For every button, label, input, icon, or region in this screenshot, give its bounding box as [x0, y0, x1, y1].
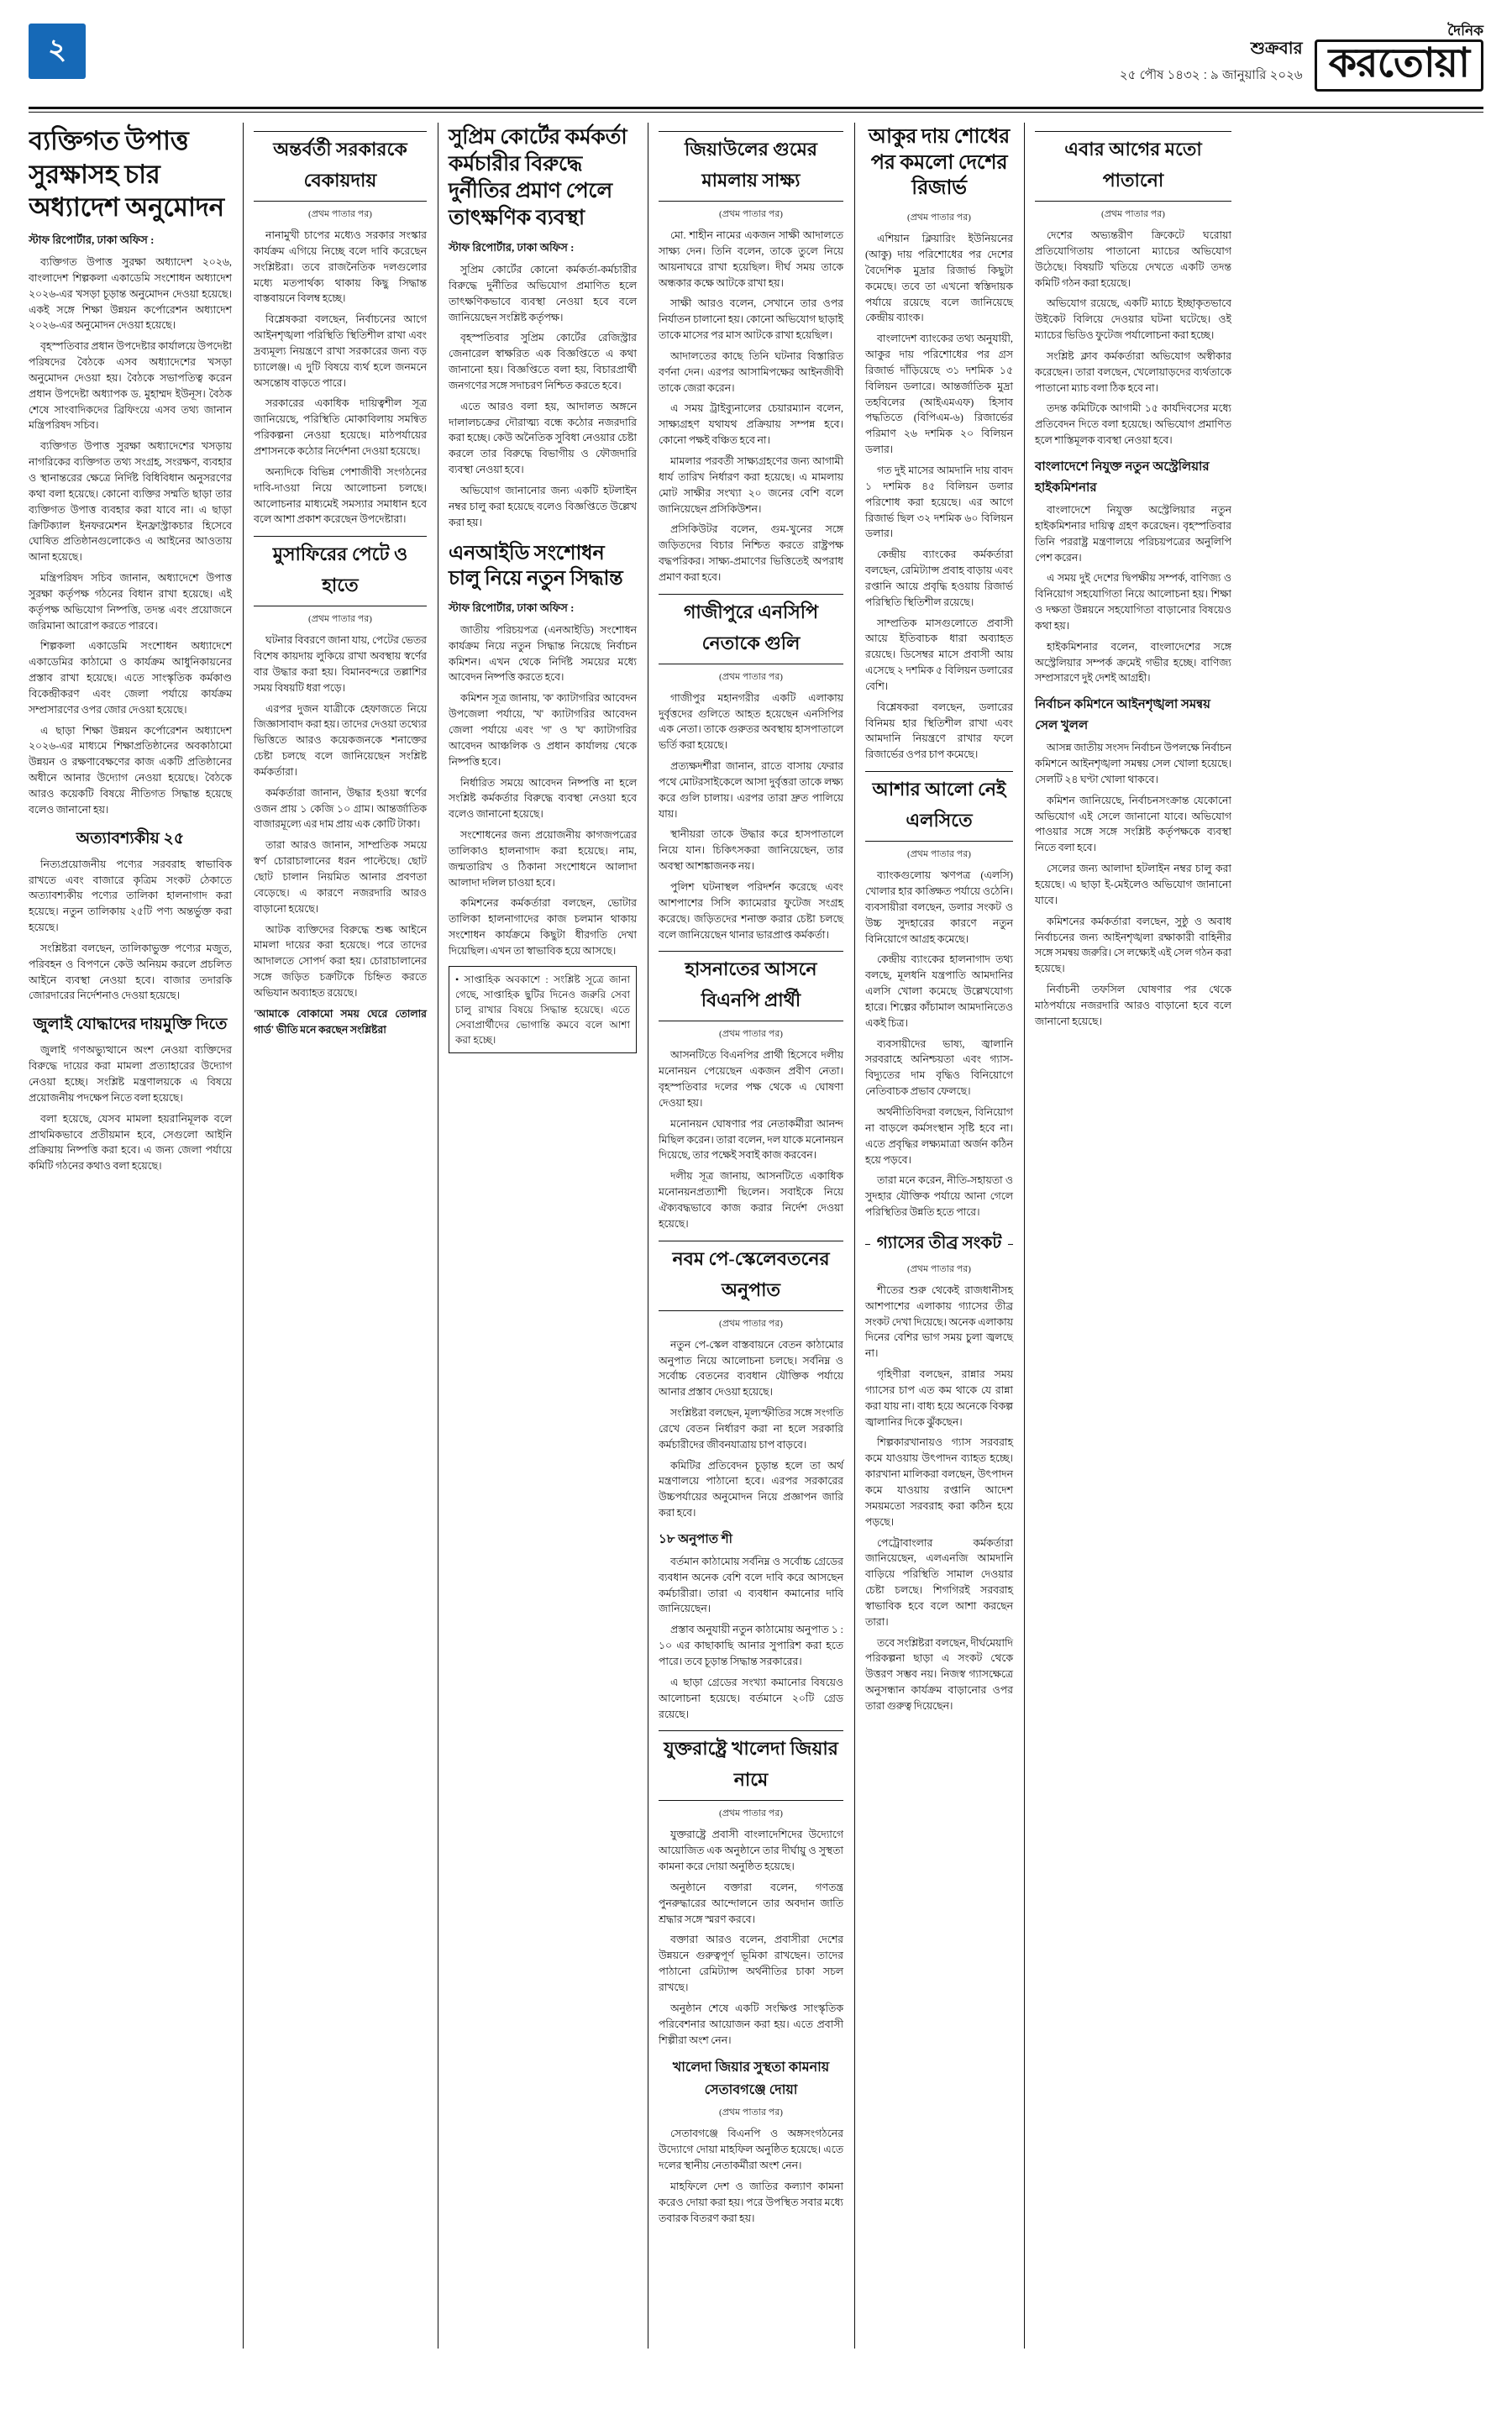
- headline-ziaul-gum-case: জিয়াউলের গুমের মামলায় সাক্ষ্য: [685, 139, 817, 191]
- continued-label: (প্রথম পাতার পর): [907, 1263, 971, 1274]
- body-paragraph: মন্ত্রিপরিষদ সচিব জানান, অধ্যাদেশে উপাত্ত সুরক্ষা কর্তৃপক্ষ গঠনের বিধান রাখা হয়েছে। এই কর্তৃপক্ষ অভিযোগ নিষ্পত্তি, তদন্ত এবং প্রয়োজনে জরিমানা আরোপ করতে পারবে।: [29, 572, 232, 632]
- body-paragraph: সুপ্রিম কোর্টের কোনো কর্মকর্তা-কর্মচারীর বিরুদ্ধে দুর্নীতির অভিযোগ প্রমাণিত হলে তাৎক্ষণিকভাবে ব্যবস্থা নেওয়া হবে বলে জানিয়েছেন সংশ্লিষ্ট কর্তৃপক্ষ।: [449, 264, 637, 323]
- body-paragraph: এ সময় দুই দেশের দ্বিপক্ষীয় সম্পর্ক, বাণিজ্য ও বিনিয়োগ সহযোগিতা নিয়ে আলোচনা হয়। শিক্ষা ও দক্ষতা উন্নয়নে সহযোগিতা বাড়ানোর বিষয়েও কথা হয়।: [1035, 572, 1231, 632]
- body-paragraph: ব্যক্তিগত উপাত্ত সুরক্ষা অধ্যাদেশ ২০২৬, বাংলাদেশ শিল্পকলা একাডেমি সংশোধন অধ্যাদেশ ২০২৬-এর খসড়া চূড়ান্ত অনুমোদন দেওয়া হয়েছে। একই সঙ্গে শিক্ষা উন্নয়ন কর্পোরেশন অধ্যাদেশ ২০২৬-এর অনুমোদন দেওয়া হয়েছে।: [29, 256, 232, 332]
- masthead-brand: [1315, 24, 1483, 92]
- body-paragraph: জাতীয় পরিচয়পত্র (এনআইডি) সংশোধন কার্যক্রম নিয়ে নতুন সিদ্ধান্ত নিয়েছে নির্বাচন কমিশন। এখন থেকে নির্দিষ্ট সময়ের মধ্যে আবেদন নিষ্পত্তি করতে হবে।: [449, 623, 637, 684]
- rule-left: [865, 1244, 870, 1245]
- subhead-ratio-18: ১৮ অনুপাত শী: [659, 1532, 732, 1546]
- body-paragraph: তবে সংশ্লিষ্টরা বলছেন, দীর্ঘমেয়াদি পরিকল্পনা ছাড়া এ সংকট থেকে উত্তরণ সম্ভব নয়। নিজস্ব গ্যাসক্ষেত্রে অনুসন্ধান কার্যক্রম বাড়ানোর ওপর তারা গুরুত্ব দিয়েছেন।: [865, 1636, 1013, 1712]
- page-number-badge: ২: [29, 24, 86, 79]
- body-paragraph: বলা হয়েছে, যেসব মামলা হয়রানিমূলক বলে প্রাথমিকভাবে প্রতীয়মান হবে, সেগুলো আইনি প্রক্রিয়ায় নিষ্পত্তি করা হবে। এ জন্য জেলা পর্যায়ে কমিটি গঠনের কথাও বলা হয়েছে।: [29, 1112, 232, 1173]
- masthead: [29, 24, 1483, 100]
- headline-lc-no-hope: আশার আলো নেই এলসিতে: [872, 779, 1006, 832]
- headline-hasnat-bnp: হাসনাতের আসনে বিএনপি প্রার্থী: [685, 958, 817, 1011]
- body-paragraph: সংশ্লিষ্টরা বলছেন, মূল্যস্ফীতির সঙ্গে সংগতি রেখে বেতন নির্ধারণ করা না হলে সরকারি কর্মচারীদের জীবনযাত্রায় চাপ বাড়বে।: [659, 1407, 843, 1451]
- brand-kicker: দৈনিক: [1447, 23, 1483, 39]
- body-paragraph: নির্বাচনী তফসিল ঘোষণার পর থেকে মাঠপর্যায়ে নজরদারি আরও বাড়ানো হবে বলে জানানো হয়েছে।: [1035, 984, 1231, 1027]
- column-4: [648, 123, 853, 2349]
- body-paragraph: শিল্পকারখানায়ও গ্যাস সরবরাহ কমে যাওয়ায় উৎপাদন ব্যাহত হচ্ছে। কারখানা মালিকরা বলছেন, উৎপাদন কমে যাওয়ায় রপ্তানি আদেশ সময়মতো সরবরাহ করা কঠিন হয়ে পড়ছে।: [865, 1436, 1013, 1528]
- body-paragraph: কেন্দ্রীয় ব্যাংকের কর্মকর্তারা বলছেন, রেমিট্যান্স প্রবাহ বাড়ায় এবং রপ্তানি আয়ে প্রবৃদ্ধি হওয়ায় রিজার্ভ পরিস্থিতি স্থিতিশীল রয়েছে।: [865, 548, 1013, 608]
- body-paragraph: আসন্ন জাতীয় সংসদ নির্বাচন উপলক্ষে নির্বাচন কমিশনে আইনশৃঙ্খলা সমন্বয় সেল খোলা হয়েছে। সেলটি ২৪ ঘণ্টা খোলা থাকবে।: [1035, 742, 1231, 785]
- headline-pay-scale-ratio: নবম পে-স্কেলেবতনের অনুপাত: [672, 1247, 830, 1300]
- inset-note: • সাপ্তাহিক অবকাশে : সংশ্লিষ্ট সূত্রে জানা গেছে, সাপ্তাহিক ছুটির দিনেও জরুরি সেবা চালু রাখার বিষয়ে সিদ্ধান্ত হয়েছে। এতে সেবাপ্রার্থীদের ভোগান্তি কমবে বলে আশা করা হচ্ছে।: [449, 966, 637, 1053]
- subhead-july-fighters: জুলাই যোদ্ধাদের দায়মুক্তি দিতে: [33, 1016, 228, 1034]
- body-paragraph: প্রসিকিউটর বলেন, গুম-খুনের সঙ্গে জড়িতদের বিচার নিশ্চিত করতে রাষ্ট্রপক্ষ বদ্ধপরিকর। সাক্ষ্য-প্রমাণের ভিত্তিতেই অপরাধ প্রমাণ করা হবে।: [659, 523, 843, 583]
- body-paragraph: ব্যাংকগুলোয় ঋণপত্র (এলসি) খোলার হার কাঙ্ক্ষিত পর্যায়ে ওঠেনি। ব্যবসায়ীরা বলছেন, ডলার সংকট ও উচ্চ সুদহারের কারণে নতুন বিনিয়োগে আগ্রহ কমেছে।: [865, 869, 1013, 945]
- body-paragraph: যুক্তরাষ্ট্রে প্রবাসী বাংলাদেশিদের উদ্যোগে আয়োজিত এক অনুষ্ঠানে তার দীর্ঘায়ু ও সুস্থতা কামনা করে দোয়া অনুষ্ঠিত হয়েছে।: [659, 1829, 843, 1873]
- subhead-australia-hc: বাংলাদেশে নিযুক্ত নতুন অস্ট্রেলিয়ার হাইকমিশনার: [1035, 459, 1210, 495]
- byline-1: স্টাফ রিপোর্টার, ঢাকা অফিস :: [29, 234, 155, 247]
- headline-bar-gazipur: [659, 594, 843, 664]
- headline-usa-khaleda: যুক্তরাষ্ট্রে খালেদা জিয়ার নামে: [664, 1738, 838, 1791]
- body-paragraph: মনোনয়ন ঘোষণার পর নেতাকর্মীরা আনন্দ মিছিল করেন। তারা বলেন, দল যাকে মনোনয়ন দিয়েছে, তার পক্ষেই সবাই কাজ করবেন।: [659, 1117, 843, 1162]
- body-paragraph: গৃহিণীরা বলছেন, রান্নার সময় গ্যাসের চাপ এত কম থাকে যে রান্না করা যায় না। বাধ্য হয়ে অনেকে বিকল্প জ্বালানির দিকে ঝুঁকছেন।: [865, 1368, 1013, 1428]
- body-paragraph: কমিশনের কর্মকর্তারা বলছেন, সুষ্ঠু ও অবাধ নির্বাচনের জন্য আইনশৃঙ্খলা রক্ষাকারী বাহিনীর সঙ্গে সমন্বয় জরুরি। সে লক্ষ্যেই এই সেল গঠন করা হয়েছে।: [1035, 915, 1231, 975]
- body-paragraph: তারা আরও জানান, সাম্প্রতিক সময়ে স্বর্ণ চোরাচালানের ধরন পাল্টেছে। ছোট ছোট চালান নিয়মিত আনার প্রবণতা বেড়েছে। এ কারণে নজরদারি আরও বাড়ানো হয়েছে।: [254, 839, 427, 915]
- body-paragraph: নানামুখী চাপের মধ্যেও সরকার সংস্কার কার্যক্রম এগিয়ে নিচ্ছে বলে দাবি করেছেন সংশ্লিষ্টরা। তবে রাজনৈতিক দলগুলোর মধ্যে মতপার্থক্য থাকায় কিছু সিদ্ধান্ত বাস্তবায়নে বিলম্ব হচ্ছে।: [254, 229, 427, 305]
- body-paragraph: বাংলাদেশ ব্যাংকের তথ্য অনুযায়ী, আকুর দায় পরিশোধের পর গ্রস রিজার্ভ দাঁড়িয়েছে ৩১ দশমিক ১৫ বিলিয়ন ডলারে। আন্তর্জাতিক মুদ্রা তহবিলের (আইএমএফ) হিসাব পদ্ধতিতে (বিপিএম-৬) রিজার্ভের পরিমাণ ২৬ দশমিক ২০ বিলিয়ন ডলার।: [865, 333, 1013, 456]
- body-paragraph: দলীয় সূত্র জানায়, আসনটিতে একাধিক মনোনয়নপ্রত্যাশী ছিলেন। সবাইকে নিয়ে ঐক্যবদ্ধভাবে কাজ করার নির্দেশ দেওয়া হয়েছে।: [659, 1170, 843, 1230]
- continued-label: (প্রথম পাতার পর): [907, 213, 971, 223]
- masthead-right: [1120, 24, 1483, 92]
- body-paragraph: মামলার পরবর্তী সাক্ষ্যগ্রহণের জন্য আগামী ধার্য তারিখ নির্ধারণ করা হয়েছে। এ মামলায় মোট সাক্ষীর সংখ্যা ২০ জনের বেশি বলে জানিয়েছেন প্রসিকিউশন।: [659, 454, 843, 515]
- body-paragraph: বিশ্লেষকরা বলছেন, ডলারের বিনিময় হার স্থিতিশীল রাখা এবং আমদানি নিয়ন্ত্রণে রাখার ফলে রিজার্ভের ওপর চাপ কমেছে।: [865, 701, 1013, 761]
- body-paragraph: পুলিশ ঘটনাস্থল পরিদর্শন করেছে এবং আশপাশের সিসি ক্যামেরার ফুটেজ সংগ্রহ করেছে। জড়িতদের শনাক্ত করার চেষ্টা চলছে বলে জানিয়েছেন থানার ভারপ্রাপ্ত কর্মকর্তা।: [659, 881, 843, 941]
- body-paragraph: অর্থনীতিবিদরা বলছেন, বিনিয়োগ না বাড়লে কর্মসংস্থান সৃষ্টি হবে না। এতে প্রবৃদ্ধির লক্ষ্যমাত্রা অর্জন কঠিন হয়ে পড়বে।: [865, 1105, 1013, 1166]
- body-paragraph: সংশোধনের জন্য প্রয়োজনীয় কাগজপত্রের তালিকাও হালনাগাদ করা হয়েছে। নাম, জন্মতারিখ ও ঠিকানা সংশোধনে আলাদা আলাদা দলিল চাওয়া হবে।: [449, 829, 637, 889]
- body-paragraph: গাজীপুর মহানগরীর একটি এলাকায় দুর্বৃত্তদের গুলিতে আহত হয়েছেন এনসিপির এক নেতা। তাকে গুরুতর অবস্থায় হাসপাতালে ভর্তি করা হয়েছে।: [659, 691, 843, 752]
- body-paragraph: এতে আরও বলা হয়, আদালত অঙ্গনে দালালচক্রের দৌরাত্ম্য বন্ধে কঠোর নজরদারি করা হচ্ছে। কেউ অনৈতিক সুবিধা নেওয়ার চেষ্টা করলে তার বিরুদ্ধে বিভাগীয় ও ফৌজদারি ব্যবস্থা নেওয়া হবে।: [449, 400, 637, 476]
- body-paragraph: আসনটিতে বিএনপির প্রার্থী হিসেবে দলীয় মনোনয়ন পেয়েছেন একজন প্রবীণ নেতা। বৃহস্পতিবার দলের পক্ষ থেকে এ ঘোষণা দেওয়া হয়।: [659, 1049, 843, 1109]
- headline-bar-ziaul: [659, 131, 843, 202]
- body-paragraph: বিশ্লেষকরা বলছেন, নির্বাচনের আগে আইনশৃঙ্খলা পরিস্থিতি স্থিতিশীল রাখা এবং দ্রব্যমূল্য নিয়ন্ত্রণে রাখা সরকারের জন্য বড় চ্যালেঞ্জ। এ দুটি বিষয়ে ব্যর্থ হলে জনমনে অসন্তোষ বাড়তে পারে।: [254, 313, 427, 389]
- body-paragraph: প্রস্তাব অনুযায়ী নতুন কাঠামোয় অনুপাত ১ : ১০ এর কাছাকাছি আনার সুপারিশ করা হতে পারে। তবে চূড়ান্ত সিদ্ধান্ত সরকারের।: [659, 1624, 843, 1667]
- body-paragraph: তদন্ত কমিটিকে আগামী ১৫ কার্যদিবসের মধ্যে প্রতিবেদন দিতে বলা হয়েছে। অভিযোগ প্রমাণিত হলে শাস্তিমূলক ব্যবস্থা নেওয়া হবে।: [1035, 402, 1231, 447]
- continued-label: (প্রথম পাতার পর): [719, 2107, 783, 2118]
- body-paragraph: আদালতের কাছে তিনি ঘটনার বিস্তারিত বর্ণনা দেন। এরপর আসামিপক্ষের আইনজীবী তাকে জেরা করেন।: [659, 349, 843, 394]
- masthead-rule-thin: [29, 112, 1483, 113]
- continued-label: (প্রথম পাতার পর): [308, 209, 372, 219]
- body-paragraph: নিত্যপ্রয়োজনীয় পণ্যের সরবরাহ স্বাভাবিক রাখতে এবং বাজারে কৃত্রিম সংকট ঠেকাতে অত্যাবশ্যকীয় পণ্যের তালিকা হালনাগাদ করা হয়েছে। নতুন তালিকায় ২৫টি পণ্য অন্তর্ভুক্ত করা হয়েছে।: [29, 858, 232, 934]
- headline-setabganj-dua: খালেদা জিয়ার সুস্থতা কামনায় সেতাবগঞ্জে দোয়া: [672, 2060, 830, 2098]
- headline-gas-crisis: গ্যাসের তীব্র সংকট: [876, 1233, 1002, 1252]
- body-paragraph: এশিয়ান ক্লিয়ারিং ইউনিয়নের (আকু) দায় পরিশোধের পর দেশের বৈদেশিক মুদ্রার রিজার্ভ কিছুটা কমেছে। তবে তা এখনো স্বস্তিদায়ক পর্যায়ে রয়েছে বলে জানিয়েছে কেন্দ্রীয় ব্যাংক।: [865, 233, 1013, 324]
- column-2: [244, 123, 437, 2349]
- column-5: [855, 123, 1023, 2349]
- body-paragraph: ব্যবসায়ীদের ভাষ্য, জ্বালানি সরবরাহে অনিশ্চয়তা এবং গ্যাস-বিদ্যুতের দাম বৃদ্ধিও বিনিয়োগে নেতিবাচক প্রভাব ফেলছে।: [865, 1037, 1013, 1098]
- byline-3: স্টাফ রিপোর্টার, ঢাকা অফিস :: [449, 241, 575, 254]
- byline-nid: স্টাফ রিপোর্টার, ঢাকা অফিস :: [449, 601, 575, 614]
- pull-quote: 'আমাকে বোকামো সময় ঘেরে তোলার গার্ড' ভীতি মনে করছেন সংশ্লিষ্টরা: [254, 1007, 427, 1036]
- body-paragraph: মাহফিলে দেশ ও জাতির কল্যাণ কামনা করেও দোয়া করা হয়। পরে উপস্থিত সবার মধ্যে তবারক বিতরণ করা হয়।: [659, 2180, 843, 2224]
- body-paragraph: কমিটির প্রতিবেদন চূড়ান্ত হলে তা অর্থ মন্ত্রণালয়ে পাঠানো হবে। এরপর সরকারের উচ্চপর্যায়ের অনুমোদন নিয়ে প্রজ্ঞাপন জারি করা হবে।: [659, 1459, 843, 1519]
- headline-gas-crisis-wrap: [865, 1231, 1013, 1258]
- body-paragraph: সরকারের একাধিক দায়িত্বশীল সূত্র জানিয়েছে, পরিস্থিতি মোকাবিলায় সমন্বিত পরিকল্পনা নেওয়া হয়েছে। মাঠপর্যায়ের প্রশাসনকে কঠোর নির্দেশনা দেওয়া হয়েছে।: [254, 397, 427, 457]
- body-paragraph: বর্তমান কাঠামোয় সর্বনিম্ন ও সর্বোচ্চ গ্রেডের ব্যবধান অনেক বেশি বলে দাবি করে আসছেন কর্মচারীরা। তারা এ ব্যবধান কমানোর দাবি জানিয়েছেন।: [659, 1555, 843, 1615]
- body-paragraph: অভিযোগ জানানোর জন্য একটি হটলাইন নম্বর চালু করা হয়েছে বলেও বিজ্ঞপ্তিতে উল্লেখ করা হয়।: [449, 484, 637, 528]
- body-paragraph: জুলাই গণঅভ্যুত্থানে অংশ নেওয়া ব্যক্তিদের বিরুদ্ধে দায়ের করা মামলা প্রত্যাহারের উদ্যোগ নেওয়া হচ্ছে। সংশ্লিষ্ট মন্ত্রণালয়কে এ বিষয়ে প্রয়োজনীয় পদক্ষেপ নিতে বলা হয়েছে।: [29, 1044, 232, 1104]
- masthead-rule-thick: [29, 107, 1483, 109]
- body-paragraph: সংশ্লিষ্টরা বলছেন, তালিকাভুক্ত পণ্যের মজুত, পরিবহন ও বিপণনে কেউ অনিয়ম করলে প্রচলিত আইনে ব্যবস্থা নেওয়া হবে। বাজার তদারকি জোরদারের নির্দেশনাও দেওয়া হয়েছে।: [29, 942, 232, 1002]
- body-paragraph: অনুষ্ঠানে বক্তারা বলেন, গণতন্ত্র পুনরুদ্ধারের আন্দোলনে তার অবদান জাতি শ্রদ্ধার সঙ্গে স্মরণ করবে।: [659, 1881, 843, 1925]
- headline-interim-govt: অন্তর্বর্তী সরকারকে বেকায়দায়: [273, 139, 407, 191]
- body-paragraph: বৃহস্পতিবার সুপ্রিম কোর্টের রেজিস্ট্রার জেনারেল স্বাক্ষরিত এক বিজ্ঞপ্তিতে এ কথা জানানো হয়। বিজ্ঞপ্তিতে বলা হয়, বিচারপ্রার্থী জনগণের সঙ্গে সদাচরণ নিশ্চিত করতে হবে।: [449, 332, 637, 391]
- headline-bar-musafir: [254, 536, 427, 606]
- body-paragraph: সেলের জন্য আলাদা হটলাইন নম্বর চালু করা হয়েছে। এ ছাড়া ই-মেইলেও অভিযোগ জানানো যাবে।: [1035, 863, 1231, 906]
- brand-name: করতোয়া: [1315, 39, 1483, 92]
- body-paragraph: অভিযোগ রয়েছে, একটি ম্যাচে ইচ্ছাকৃতভাবে উইকেট বিলিয়ে দেওয়ার ঘটনা ঘটেছে। ওই ম্যাচের ভিডিও ফুটেজ পর্যালোচনা করা হচ্ছে।: [1035, 297, 1231, 342]
- rule-right: [1008, 1244, 1013, 1245]
- body-paragraph: বক্তারা আরও বলেন, প্রবাসীরা দেশের উন্নয়নে গুরুত্বপূর্ণ ভূমিকা রাখছেন। তাদের পাঠানো রেমিট্যান্স অর্থনীতির চাকা সচল রাখছে।: [659, 1934, 843, 1993]
- body-paragraph: স্থানীয়রা তাকে উদ্ধার করে হাসপাতালে নিয়ে যান। চিকিৎসকরা জানিয়েছেন, তার অবস্থা আশঙ্কাজনক নয়।: [659, 828, 843, 873]
- headline-bar-interim-govt: [254, 131, 427, 202]
- body-paragraph: ঘটনার বিবরণে জানা যায়, পেটের ভেতর বিশেষ কায়দায় লুকিয়ে রাখা অবস্থায় স্বর্ণের বার উদ্ধার করা হয়। বিমানবন্দরে তল্লাশির সময় বিষয়টি ধরা পড়ে।: [254, 634, 427, 694]
- subhead-ec-law-cell: নির্বাচন কমিশনে আইনশৃঙ্খলা সমন্বয় সেল খুলল: [1035, 698, 1211, 733]
- body-paragraph: অন্যদিকে বিভিন্ন পেশাজীবী সংগঠনের দাবি-দাওয়া নিয়ে আলোচনা চলছে। আলোচনার মাধ্যমেই সমস্যার সমাধান হবে বলে আশা প্রকাশ করেছেন উপদেষ্টারা।: [254, 465, 427, 526]
- headline-nid: এনআইডি সংশোধন চালু নিয়ে নতুন সিদ্ধান্ত: [449, 542, 623, 590]
- body-paragraph: সেতাবগঞ্জে বিএনপি ও অঙ্গসংগঠনের উদ্যোগে দোয়া মাহফিল অনুষ্ঠিত হয়েছে। এতে দলের স্থানীয় নেতাকর্মীরা অংশ নেন।: [659, 2128, 843, 2172]
- headline-bar-pay-scale: [659, 1241, 843, 1311]
- body-paragraph: সংশ্লিষ্ট ক্লাব কর্মকর্তারা অভিযোগ অস্বীকার করেছেন। তারা বলছেন, খেলোয়াড়দের ব্যর্থতাকে পাতানো ম্যাচ বলা ঠিক হবে না।: [1035, 349, 1231, 394]
- headline-privacy-ordinance: ব্যক্তিগত উপাত্ত সুরক্ষাসহ চার অধ্যাদেশ অনুমোদন: [29, 126, 224, 223]
- headline-bar-lc: [865, 771, 1013, 842]
- columns-grid: [29, 123, 1483, 2349]
- body-paragraph: এরপর দুজন যাত্রীকে হেফাজতে নিয়ে জিজ্ঞাসাবাদ করা হয়। তাদের দেওয়া তথ্যের ভিত্তিতে আরও কয়েকজনকে শনাক্তের চেষ্টা চলছে বলে জানিয়েছেন সংশ্লিষ্ট কর্মকর্তারা।: [254, 702, 427, 778]
- headline-bar-usa-khaleda: [659, 1730, 843, 1801]
- body-paragraph: সাক্ষী আরও বলেন, সেখানে তার ওপর নির্যাতন চালানো হয়। কোনো অভিযোগ ছাড়াই তাকে মাসের পর মাস আটকে রাখা হয়েছিল।: [659, 297, 843, 342]
- body-paragraph: শীতের শুরু থেকেই রাজধানীসহ আশপাশের এলাকায় গ্যাসের তীব্র সংকট দেখা দিয়েছে। অনেক এলাকায় দিনের বেশির ভাগ সময় চুলা জ্বলছে না।: [865, 1283, 1013, 1360]
- body-paragraph: দেশের অভ্যন্তরীণ ক্রিকেটে ঘরোয়া প্রতিযোগিতায় পাতানো ম্যাচের অভিযোগ উঠেছে। বিষয়টি খতিয়ে দেখতে একটি তদন্ত কমিটি গঠন করা হয়েছে।: [1035, 229, 1231, 289]
- body-paragraph: কেন্দ্রীয় ব্যাংকের হালনাগাদ তথ্য বলছে, মূলধনি যন্ত্রপাতি আমদানির এলসি খোলা কমেছে উল্লেখযোগ্য হারে। শিল্পের কাঁচামাল আমদানিতেও একই চিত্র।: [865, 953, 1013, 1029]
- masthead-day: শুক্রবার: [1250, 39, 1303, 58]
- body-paragraph: এ ছাড়া গ্রেডের সংখ্যা কমানোর বিষয়েও আলোচনা হয়েছে। বর্তমানে ২০টি গ্রেড রয়েছে।: [659, 1676, 843, 1720]
- masthead-line: [1120, 24, 1483, 92]
- continued-label: (প্রথম পাতার পর): [719, 1318, 783, 1329]
- continued-label: (প্রথম পাতার পর): [308, 614, 372, 625]
- continued-label: (প্রথম পাতার পর): [719, 1808, 783, 1819]
- body-paragraph: তারা মনে করেন, নীতি-সহায়তা ও সুদহার যৌক্তিক পর্যায়ে আনা গেলে পরিস্থিতির উন্নতি হতে পারে।: [865, 1174, 1013, 1219]
- continued-label: (প্রথম পাতার পর): [719, 671, 783, 682]
- body-paragraph: বাংলাদেশে নিযুক্ত অস্ট্রেলিয়ার নতুন হাইকমিশনার দায়িত্ব গ্রহণ করেছেন। বৃহস্পতিবার তিনি পররাষ্ট্র মন্ত্রণালয়ে পরিচয়পত্রের অনুলিপি পেশ করেন।: [1035, 503, 1231, 564]
- body-paragraph: হাইকমিশনার বলেন, বাংলাদেশের সঙ্গে অস্ট্রেলিয়ার সম্পর্ক ক্রমেই গভীর হচ্ছে। বাণিজ্য সম্প্রসারণে দুই দেশই আগ্রহী।: [1035, 640, 1231, 685]
- body-paragraph: নির্ধারিত সময়ে আবেদন নিষ্পত্তি না হলে সংশ্লিষ্ট কর্মকর্তার বিরুদ্ধে ব্যবস্থা নেওয়া হবে বলেও জানানো হয়েছে।: [449, 776, 637, 821]
- headline-musafir: মুসাফিরের পেটে ও হাতে: [272, 543, 408, 596]
- subhead-essential-25: অত্যাবশ্যকীয় ২৫: [76, 829, 185, 848]
- body-paragraph: নতুন পে-স্কেল বাস্তবায়নে বেতন কাঠামোর অনুপাত নিয়ে আলোচনা চলছে। সর্বনিম্ন ও সর্বোচ্চ বেতনের ব্যবধান যৌক্তিক পর্যায়ে আনার প্রস্তাব দেওয়া হয়েছে।: [659, 1338, 843, 1399]
- body-paragraph: পেট্রোবাংলার কর্মকর্তারা জানিয়েছেন, এলএনজি আমদানি বাড়িয়ে পরিস্থিতি সামাল দেওয়ার চেষ্টা চলছে। শিগগিরই সরবরাহ স্বাভাবিক হবে বলে আশা করছেন তারা।: [865, 1536, 1013, 1628]
- headline-reserve: আকুর দায় শোধের পর কমলো দেশের রিজার্ভ: [869, 126, 1010, 200]
- body-paragraph: গত দুই মাসের আমদানি দায় বাবদ ১ দশমিক ৪৫ বিলিয়ন ডলার পরিশোধ করা হয়েছে। এর আগে রিজার্ভ ছিল ৩২ দশমিক ৬০ বিলিয়ন ডলার।: [865, 464, 1013, 540]
- body-paragraph: আটক ব্যক্তিদের বিরুদ্ধে শুল্ক আইনে মামলা দায়ের করা হয়েছে। পরে তাদের আদালতে সোপর্দ করা হয়। চোরাচালানের সঙ্গে জড়িত চক্রটিকে চিহ্নিত করতে অভিযান অব্যাহত রয়েছে।: [254, 923, 427, 999]
- continued-label: (প্রথম পাতার পর): [719, 1029, 783, 1040]
- body-paragraph: ব্যক্তিগত উপাত্ত সুরক্ষা অধ্যাদেশের খসড়ায় নাগরিকের ব্যক্তিগত তথ্য সংগ্রহ, সংরক্ষণ, ব্যবহার ও স্থানান্তরের ক্ষেত্রে নির্দিষ্ট বিধিবিধান অনুসরণের কথা বলা হয়েছে। কোনো ব্যক্তির সম্মতি ছাড়া তার ব্যক্তিগত উপাত্ত ব্যবহার করা যাবে না। এ ছাড়া ক্রিটিক্যাল ইনফরমেশন ইনফ্রাস্ট্রাকচার হিসেবে ঘোষিত প্রতিষ্ঠানগুলোকেও এ আইনের আওতায় আনা হয়েছে।: [29, 440, 232, 564]
- body-paragraph: এ সময় ট্রাইব্যুনালের চেয়ারম্যান বলেন, সাক্ষ্যগ্রহণ যথাযথ প্রক্রিয়ায় সম্পন্ন হবে। কোনো পক্ষই বঞ্চিত হবে না।: [659, 402, 843, 447]
- headline-bar-hasnat: [659, 951, 843, 1021]
- body-paragraph: কমিশনের কর্মকর্তারা বলছেন, ভোটার তালিকা হালনাগাদের কাজ চলমান থাকায় সংশোধন কার্যক্রমে কিছুটা ধীরগতি দেখা দিয়েছিল। এখন তা স্বাভাবিক হয়ে আসছে।: [449, 897, 637, 957]
- body-paragraph: এ ছাড়া শিক্ষা উন্নয়ন কর্পোরেশন অধ্যাদেশ ২০২৬-এর মাধ্যমে শিক্ষাপ্রতিষ্ঠানের অবকাঠামো উন্নয়ন ও রক্ষণাবেক্ষণের কাজ একটি প্রতিষ্ঠানের অধীনে আনার উদ্যোগ নেওয়া হয়েছে। বৈঠকে আরও কয়েকটি বিষয়ে নীতিগত সিদ্ধান্ত হয়েছে বলেও জানানো হয়।: [29, 724, 232, 816]
- body-paragraph: অনুষ্ঠান শেষে একটি সংক্ষিপ্ত সাংস্কৃতিক পরিবেশনার আয়োজন করা হয়। এতে প্রবাসী শিল্পীরা অংশ নেন।: [659, 2002, 843, 2046]
- headline-gazipur-ncp: গাজীপুরে এনসিপি নেতাকে গুলি: [683, 601, 819, 653]
- body-paragraph: সাম্প্রতিক মাসগুলোতে প্রবাসী আয়ে ইতিবাচক ধারা অব্যাহত রয়েছে। ডিসেম্বর মাসে প্রবাসী আয় এসেছে ২ দশমিক ৫ বিলিয়ন ডলারের বেশি।: [865, 617, 1013, 692]
- body-paragraph: শিল্পকলা একাডেমি সংশোধন অধ্যাদেশে একাডেমির কাঠামো ও কার্যক্রম আধুনিকায়নের প্রস্তাব রাখা হয়েছে। এতে সাংস্কৃতিক কর্মকাণ্ড বিকেন্দ্রীকরণ এবং জেলা পর্যায়ে কার্যক্রম সম্প্রসারণের ওপর জোর দেওয়া হয়েছে।: [29, 640, 232, 716]
- body-paragraph: কমিশন সূত্র জানায়, 'ক' ক্যাটাগরির আবেদন উপজেলা পর্যায়ে, 'খ' ক্যাটাগরির আবেদন জেলা পর্যায়ে এবং 'গ' ও 'ঘ' ক্যাটাগরির আবেদন আঞ্চলিক ও প্রধান কার্যালয় থেকে নিষ্পত্তি হবে।: [449, 692, 637, 768]
- body-paragraph: কমিশন জানিয়েছে, নির্বাচনসংক্রান্ত যেকোনো অভিযোগ এই সেলে জানানো যাবে। অভিযোগ পাওয়ার সঙ্গে সঙ্গে সংশ্লিষ্ট কর্তৃপক্ষকে ব্যবস্থা নিতে বলা হবে।: [1035, 794, 1231, 854]
- column-3: [438, 123, 647, 2349]
- headline-fixed-match: এবার আগের মতো পাতানো: [1064, 139, 1202, 191]
- body-paragraph: কর্মকর্তারা জানান, উদ্ধার হওয়া স্বর্ণের ওজন প্রায় ১ কেজি ১০ গ্রাম। আন্তর্জাতিক বাজারমূল্যে এর দাম প্রায় এক কোটি টাকা।: [254, 786, 427, 831]
- column-1: [29, 123, 242, 2349]
- continued-label: (প্রথম পাতার পর): [719, 209, 783, 219]
- headline-supreme-court: সুপ্রিম কোর্টের কর্মকর্তা কর্মচারীর বিরুদ্ধে দুর্নীতির প্রমাণ পেলে তাৎক্ষণিক ব্যবস্থা: [449, 126, 627, 229]
- body-paragraph: প্রত্যক্ষদর্শীরা জানান, রাতে বাসায় ফেরার পথে মোটরসাইকেলে আসা দুর্বৃত্তরা তাকে লক্ষ্য করে গুলি চালায়। এরপর তারা দ্রুত পালিয়ে যায়।: [659, 760, 843, 820]
- continued-label: (প্রথম পাতার পর): [907, 849, 971, 860]
- masthead-date: ২৫ পৌষ ১৪৩২ : ৯ জানুয়ারি ২০২৬: [1119, 68, 1303, 82]
- column-6: [1025, 123, 1231, 2349]
- continued-label: (প্রথম পাতার পর): [1101, 209, 1165, 219]
- headline-bar-fixed-match: [1035, 131, 1231, 202]
- masthead-date-block: [1120, 36, 1303, 92]
- body-paragraph: বৃহস্পতিবার প্রধান উপদেষ্টার কার্যালয়ে উপদেষ্টা পরিষদের বৈঠকে এসব অধ্যাদেশের খসড়া অনুমোদন দেওয়া হয়। বৈঠকে সভাপতিত্ব করেন প্রধান উপদেষ্টা অধ্যাপক ড. মুহাম্মদ ইউনূস। বৈঠক শেষে সাংবাদিকদের ব্রিফিংয়ে এসব তথ্য জানান মন্ত্রিপরিষদ সচিব।: [29, 340, 232, 432]
- body-paragraph: মো. শাহীন নামের একজন সাক্ষী আদালতে সাক্ষ্য দেন। তিনি বলেন, তাকে তুলে নিয়ে আয়নাঘরে রাখা হয়েছিল। দীর্ঘ সময় তাকে অন্ধকার কক্ষে আটকে রাখা হয়।: [659, 229, 843, 289]
